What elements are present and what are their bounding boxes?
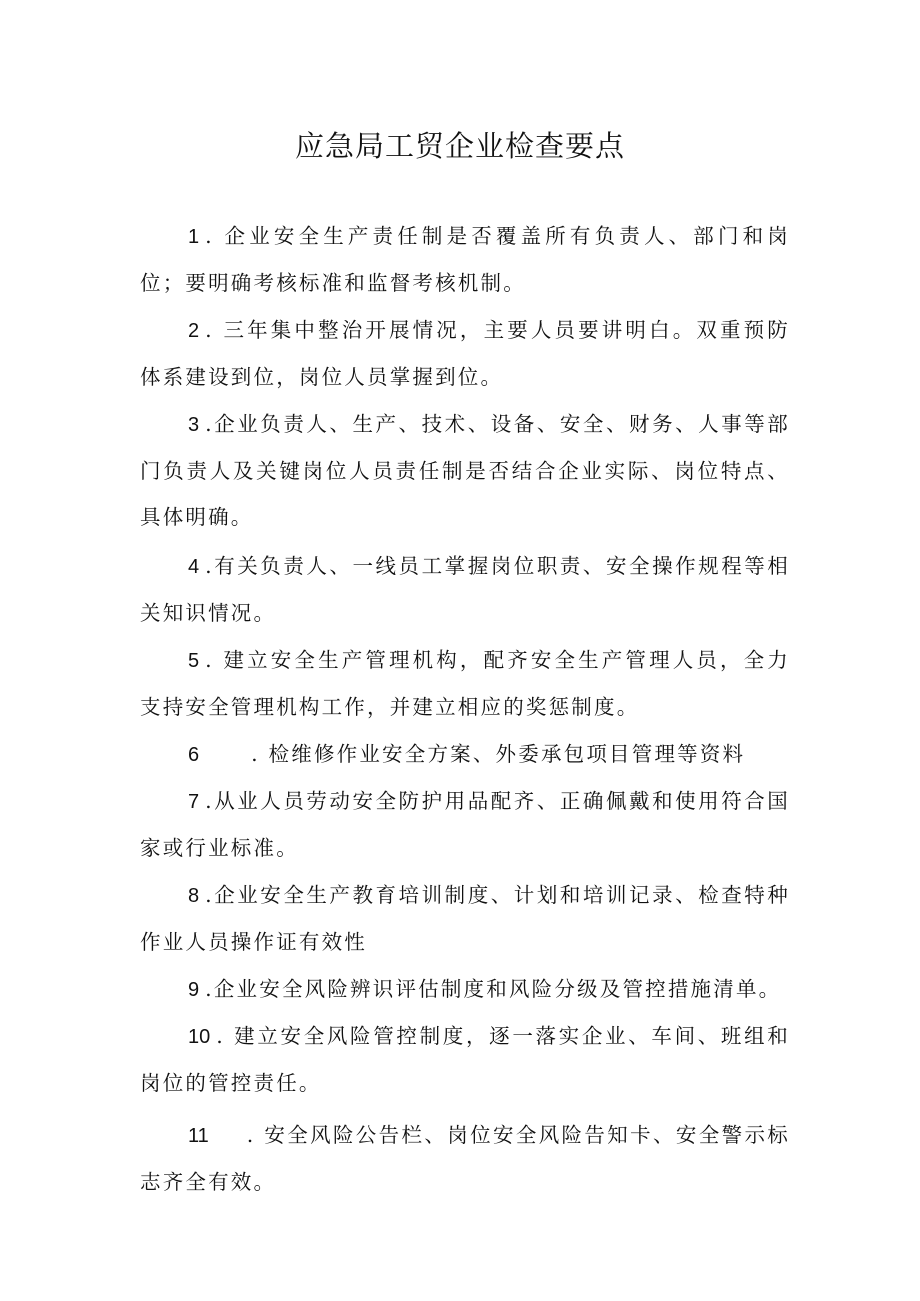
checklist-item-10 bbox=[140, 1013, 790, 1106]
item-number: 7 bbox=[188, 791, 200, 813]
item-text: . 三年集中整治开展情况，主要人员要讲明白。双重预防体系建设到位，岗位人员掌握到位。 bbox=[140, 318, 790, 389]
item-text: . 企业安全生产责任制是否覆盖所有负责人、部门和岗位；要明确考核标准和监督考核机制。 bbox=[140, 224, 790, 295]
checklist-item-9 bbox=[140, 966, 790, 1013]
item-number: 3 bbox=[188, 414, 200, 436]
item-number: 8 bbox=[188, 885, 200, 907]
item-number: 6 bbox=[188, 744, 200, 766]
item-number: 4 bbox=[188, 556, 200, 578]
item-number: 10 bbox=[188, 1026, 211, 1048]
checklist-item-3 bbox=[140, 401, 790, 540]
item-text: .有关负责人、一线员工掌握岗位职责、安全操作规程等相关知识情况。 bbox=[140, 554, 790, 625]
item-text: . 安全风险公告栏、岗位安全风险告知卡、安全警示标志齐全有效。 bbox=[140, 1123, 790, 1194]
item-text: .企业负责人、生产、技术、设备、安全、财务、人事等部门负责人及关键岗位人员责任制是否结合企业实际、岗位特点、具体明确。 bbox=[140, 412, 790, 529]
item-text: .从业人员劳动安全防护用品配齐、正确佩戴和使用符合国家或行业标准。 bbox=[140, 789, 790, 860]
item-number: 9 bbox=[188, 979, 200, 1001]
document-title: 应急局工贸企业检查要点 bbox=[294, 129, 625, 163]
item-number: 5 bbox=[188, 650, 200, 672]
item-text: . 检维修作业安全方案、外委承包项目管理等资料 bbox=[251, 742, 746, 766]
item-text: .企业安全生产教育培训制度、计划和培训记录、检查特种作业人员操作证有效性 bbox=[140, 883, 790, 954]
item-text: . 建立安全风险管控制度，逐一落实企业、车间、班组和岗位的管控责任。 bbox=[140, 1024, 790, 1095]
item-number: 2 bbox=[188, 320, 200, 342]
checklist-item-7 bbox=[140, 778, 790, 871]
checklist-item-4 bbox=[140, 543, 790, 636]
checklist-item-6 bbox=[140, 731, 790, 778]
checklist-item-8 bbox=[140, 872, 790, 965]
item-text: . 建立安全生产管理机构，配齐安全生产管理人员，全力支持安全管理机构工作，并建立相应的奖惩制度。 bbox=[140, 648, 790, 719]
item-number: 11 bbox=[188, 1125, 209, 1147]
checklist-item-1 bbox=[140, 213, 790, 306]
item-number: 1 bbox=[188, 226, 200, 248]
checklist-item-5 bbox=[140, 637, 790, 730]
checklist-item-2 bbox=[140, 307, 790, 400]
item-text: .企业安全风险辨识评估制度和风险分级及管控措施清单。 bbox=[205, 977, 782, 1001]
checklist-item-11 bbox=[140, 1112, 790, 1205]
